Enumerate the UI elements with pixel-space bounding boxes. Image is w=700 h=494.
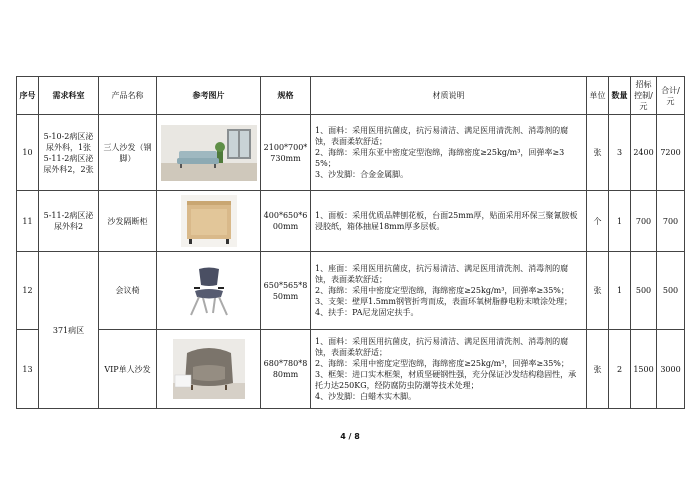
row-dept: 5-11-2病区泌尿外科2 [39, 191, 99, 252]
header-row [17, 77, 685, 115]
row-picture [157, 191, 261, 252]
row-material [311, 330, 587, 409]
row-price: 700 [631, 191, 657, 252]
row-qty: 1 [609, 191, 631, 252]
row-total: 500 [657, 252, 685, 330]
row-unit: 张 [587, 252, 609, 330]
material-line: 3、支架：壁厚1.5mm钢管折弯而成，表面环氧树脂静电粉末喷涂处理； [315, 297, 572, 306]
header-total: 合计/元 [657, 77, 685, 115]
material-line: 2、海绵：采用中密度定型泡绵，海绵密度≥25kg/m³，回弹率≥35%； [315, 359, 569, 368]
header-name: 产品名称 [99, 77, 157, 115]
row-total: 7200 [657, 115, 685, 191]
row-name: 沙发隔断柜 [99, 191, 157, 252]
header-material: 材质说明 [311, 77, 587, 115]
header-pic: 参考图片 [157, 77, 261, 115]
row-price: 500 [631, 252, 657, 330]
header-spec: 规格 [261, 77, 311, 115]
material-line: 3、沙发脚：合金金属脚。 [315, 170, 409, 179]
row-name: 三人沙发（钢脚） [99, 115, 157, 191]
row-total: 3000 [657, 330, 685, 409]
table-row [17, 191, 685, 252]
table-row [17, 252, 685, 330]
conference-chair-image [181, 263, 237, 319]
row-spec: 650*565*850mm [261, 252, 311, 330]
header-no: 序号 [17, 77, 39, 115]
row-picture [157, 115, 261, 191]
row-spec: 2100*700*730mm [261, 115, 311, 191]
row-price: 2400 [631, 115, 657, 191]
row-name: VIP单人沙发 [99, 330, 157, 409]
row-qty: 2 [609, 330, 631, 409]
material-line: 1、面料：采用医用抗菌皮，抗污易清洁、满足医用清洗剂、消毒剂的腐蚀，表面柔软舒适； [315, 126, 569, 146]
vip-single-sofa-image [173, 339, 245, 399]
header-price: 招标控制/元 [631, 77, 657, 115]
row-unit: 张 [587, 330, 609, 409]
three-seat-sofa-image [161, 125, 257, 181]
table-row [17, 330, 685, 409]
row-spec: 680*780*880mm [261, 330, 311, 409]
partition-cabinet-image [181, 195, 237, 247]
row-picture [157, 330, 261, 409]
row-no: 10 [17, 115, 39, 191]
row-name: 会议椅 [99, 252, 157, 330]
header-unit: 单位 [587, 77, 609, 115]
material-line: 2、海绵：采用东亚中密度定型泡绵，海绵密度≥25kg/m³，回弹率≥35%； [315, 148, 565, 168]
row-price: 1500 [631, 330, 657, 409]
table-row [17, 115, 685, 191]
row-unit: 张 [587, 115, 609, 191]
row-picture [157, 252, 261, 330]
row-material [311, 252, 587, 330]
header-qty: 数量 [609, 77, 631, 115]
row-spec: 400*650*600mm [261, 191, 311, 252]
row-material [311, 115, 587, 191]
specification-table [16, 76, 685, 409]
row-no: 12 [17, 252, 39, 330]
material-line: 2、海绵：采用中密度定型泡绵，海绵密度≥25kg/m³，回弹率≥35%； [315, 286, 569, 295]
row-no: 11 [17, 191, 39, 252]
row-dept: 5-10-2病区泌尿外科，1张 5-11-2病区泌尿外科2，2张 [39, 115, 99, 191]
row-total: 700 [657, 191, 685, 252]
row-dept: 371病区 [39, 252, 99, 409]
row-no: 13 [17, 330, 39, 409]
row-qty: 3 [609, 115, 631, 191]
material-line: 3、框架：进口实木框架，材质坚硬钢性强，充分保证沙发结构稳固性，承托力达250KG，经防腐防虫防潮等技术处理； [315, 370, 577, 390]
material-line: 1、面料：采用医用抗菌皮，抗污易清洁、满足医用清洗剂、消毒剂的腐蚀，表面柔软舒适； [315, 337, 569, 357]
row-unit: 个 [587, 191, 609, 252]
material-line: 4、沙发脚：白蜡木实木脚。 [315, 392, 417, 401]
page-number: 4 / 8 [340, 432, 360, 441]
material-line: 1、面板：采用优质品牌刨花板，台面25mm厚，贴面采用环保三聚氰胺板浸胶纸，箱体抽屉18mm厚多层板。 [315, 211, 578, 231]
header-dept: 需求科室 [39, 77, 99, 115]
row-material [311, 191, 587, 252]
material-line: 4、扶手：PA尼龙固定扶手。 [315, 308, 419, 317]
material-line: 1、座面：采用医用抗菌皮，抗污易清洁、满足医用清洗剂、消毒剂的腐蚀，表面柔软舒适； [315, 264, 569, 284]
row-qty: 1 [609, 252, 631, 330]
